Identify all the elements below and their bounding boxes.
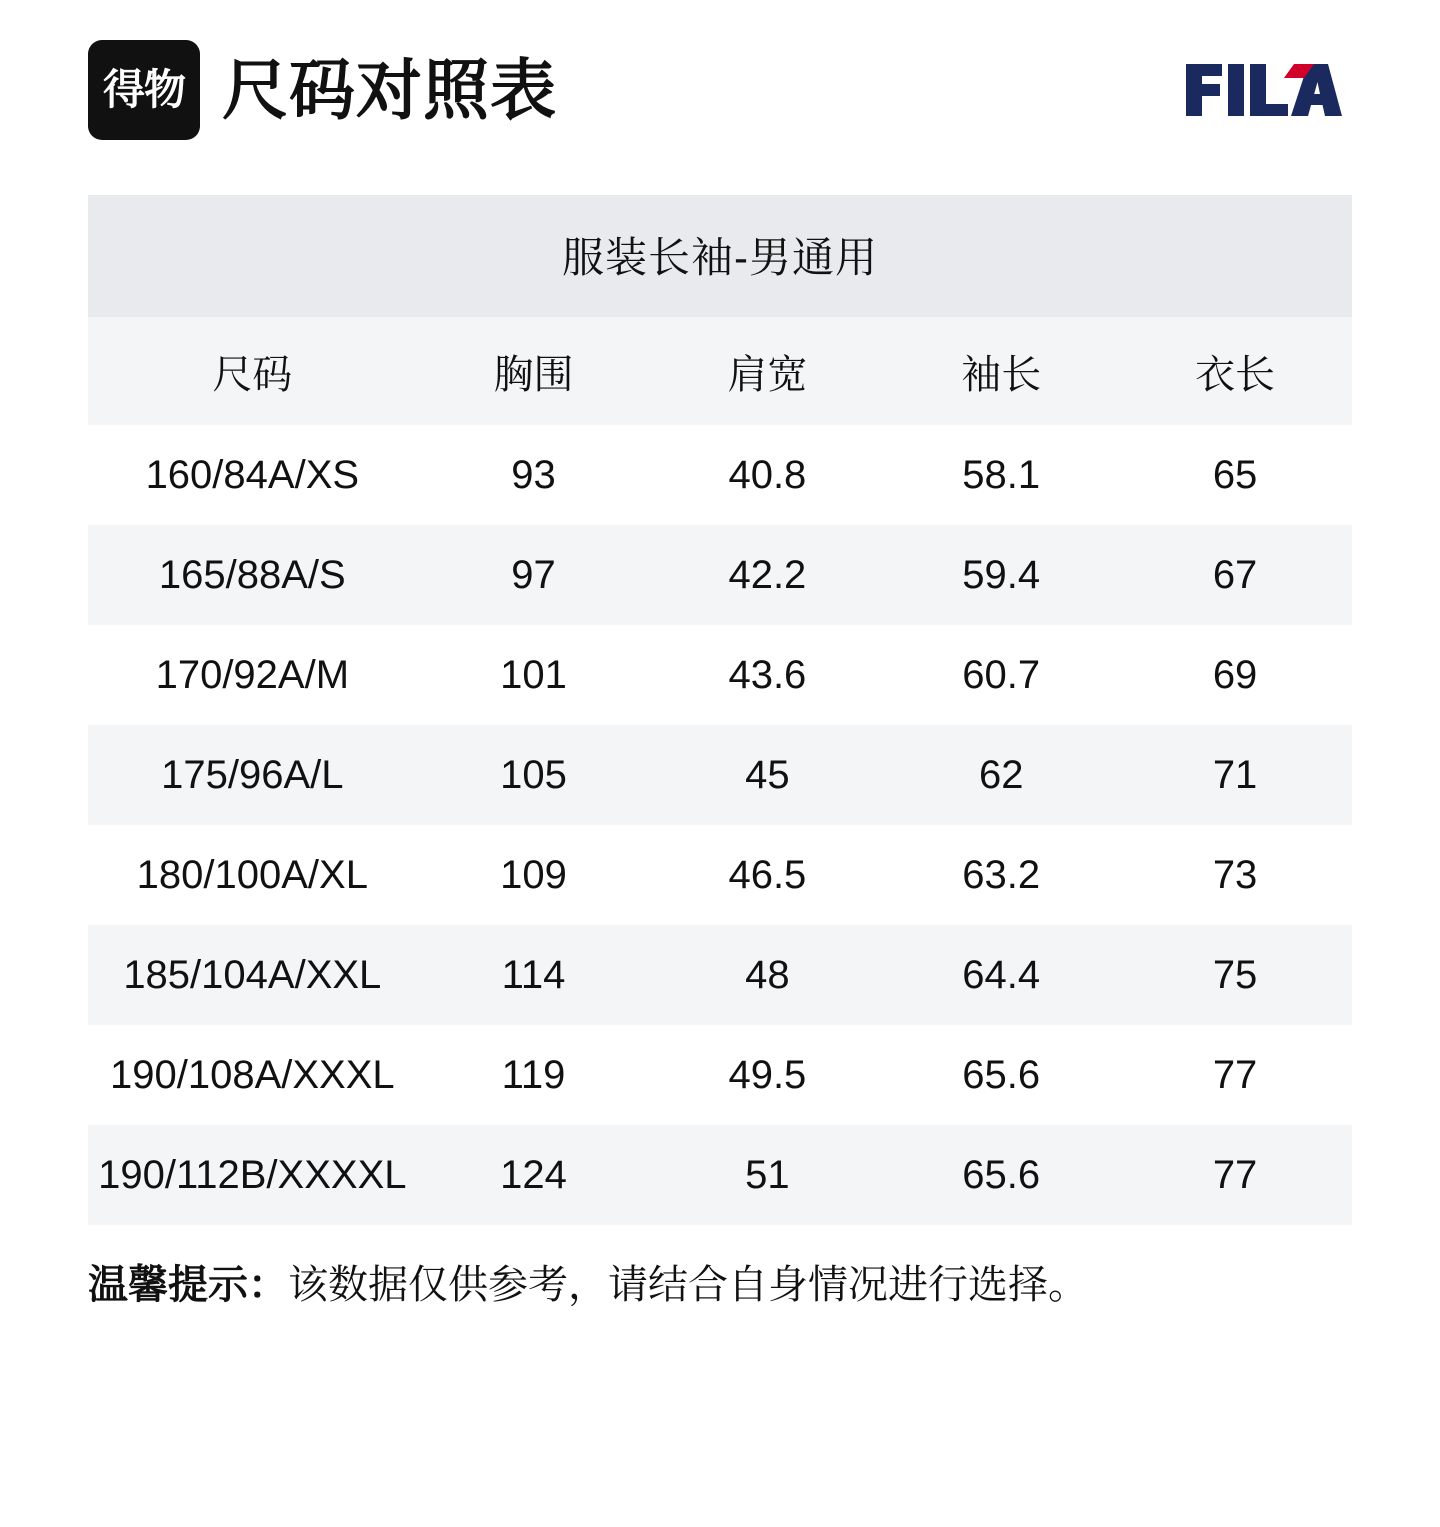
cell-chest: 105 xyxy=(417,725,651,825)
cell-size: 190/108A/XXXL xyxy=(88,1025,417,1125)
column-header-length: 衣长 xyxy=(1118,317,1352,425)
cell-size: 165/88A/S xyxy=(88,525,417,625)
cell-length: 75 xyxy=(1118,925,1352,1025)
cell-length: 73 xyxy=(1118,825,1352,925)
cell-shoulder: 48 xyxy=(650,925,884,1025)
cell-shoulder: 40.8 xyxy=(650,425,884,525)
cell-length: 77 xyxy=(1118,1025,1352,1125)
cell-shoulder: 42.2 xyxy=(650,525,884,625)
cell-size: 170/92A/M xyxy=(88,625,417,725)
size-table-container xyxy=(88,195,1352,1225)
table-row xyxy=(88,525,1352,625)
cell-length: 67 xyxy=(1118,525,1352,625)
table-row xyxy=(88,725,1352,825)
fila-logo-icon xyxy=(1182,58,1342,122)
cell-chest: 109 xyxy=(417,825,651,925)
cell-chest: 93 xyxy=(417,425,651,525)
size-table xyxy=(88,317,1352,1225)
cell-chest: 119 xyxy=(417,1025,651,1125)
cell-size: 185/104A/XXL xyxy=(88,925,417,1025)
cell-sleeve: 58.1 xyxy=(884,425,1118,525)
cell-shoulder: 49.5 xyxy=(650,1025,884,1125)
disclaimer-label: 温馨提示： xyxy=(88,1263,288,1307)
dewu-logo-badge xyxy=(88,40,200,140)
table-row xyxy=(88,1125,1352,1225)
cell-sleeve: 63.2 xyxy=(884,825,1118,925)
cell-sleeve: 65.6 xyxy=(884,1025,1118,1125)
cell-chest: 114 xyxy=(417,925,651,1025)
cell-shoulder: 46.5 xyxy=(650,825,884,925)
cell-size: 180/100A/XL xyxy=(88,825,417,925)
column-header-sleeve: 袖长 xyxy=(884,317,1118,425)
table-row xyxy=(88,625,1352,725)
size-table-head xyxy=(88,317,1352,425)
cell-sleeve: 60.7 xyxy=(884,625,1118,725)
cell-sleeve: 65.6 xyxy=(884,1125,1118,1225)
cell-length: 65 xyxy=(1118,425,1352,525)
cell-length: 71 xyxy=(1118,725,1352,825)
table-row xyxy=(88,425,1352,525)
disclaimer-text: 该数据仅供参考，请结合自身情况进行选择。 xyxy=(288,1263,1088,1307)
cell-size: 160/84A/XS xyxy=(88,425,417,525)
table-row xyxy=(88,925,1352,1025)
dewu-logo-text: 得物 xyxy=(102,66,185,113)
cell-shoulder: 45 xyxy=(650,725,884,825)
cell-chest: 124 xyxy=(417,1125,651,1225)
cell-sleeve: 62 xyxy=(884,725,1118,825)
column-header-chest: 胸围 xyxy=(417,317,651,425)
cell-length: 77 xyxy=(1118,1125,1352,1225)
cell-size: 190/112B/XXXXL xyxy=(88,1125,417,1225)
cell-length: 69 xyxy=(1118,625,1352,725)
cell-shoulder: 43.6 xyxy=(650,625,884,725)
disclaimer-note xyxy=(88,1259,1352,1311)
size-table-body xyxy=(88,425,1352,1225)
page-title: 尺码对照表 xyxy=(222,53,557,127)
cell-sleeve: 64.4 xyxy=(884,925,1118,1025)
page-header xyxy=(0,0,1440,150)
cell-chest: 101 xyxy=(417,625,651,725)
table-header-row xyxy=(88,317,1352,425)
table-row xyxy=(88,1025,1352,1125)
cell-shoulder: 51 xyxy=(650,1125,884,1225)
column-header-size: 尺码 xyxy=(88,317,417,425)
cell-sleeve: 59.4 xyxy=(884,525,1118,625)
column-header-shoulder: 肩宽 xyxy=(650,317,884,425)
size-table-section-title: 服装长袖-男通用 xyxy=(88,195,1352,317)
cell-size: 175/96A/L xyxy=(88,725,417,825)
cell-chest: 97 xyxy=(417,525,651,625)
table-row xyxy=(88,825,1352,925)
